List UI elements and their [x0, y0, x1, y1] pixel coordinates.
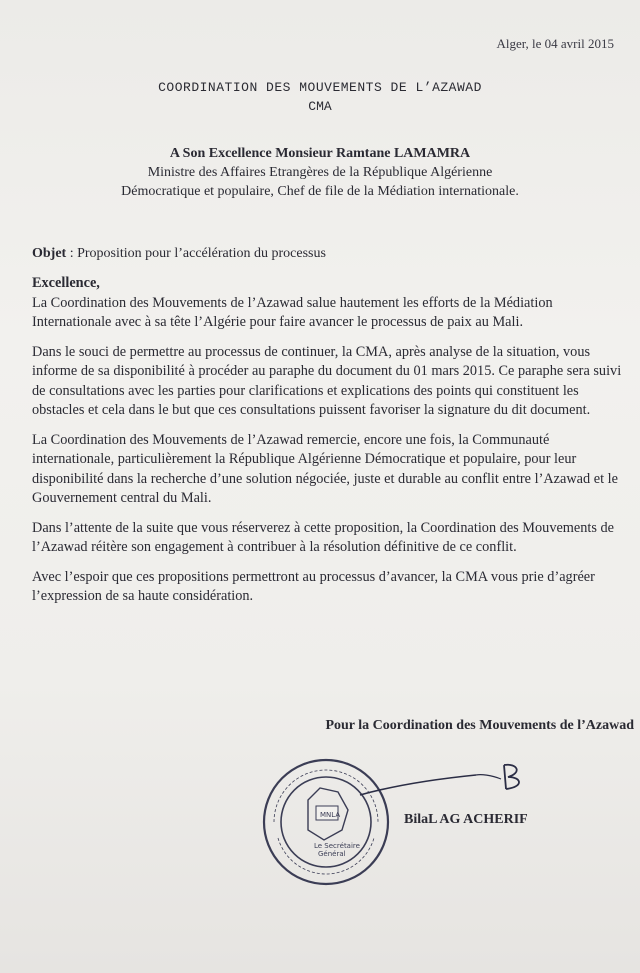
paragraph-3: La Coordination des Mouvements de l’Azawad remercie, encore une fois, la Communauté internationale, particulièrement la République Algérienne Démocratique et populaire, pour leur disponibilité dans la recherche d’une solution négociée, juste et durable au conflit entre l’Azawad et le Gouvernement central du Mali. [32, 431, 618, 506]
signoff-line: Pour la Coordination des Mouvements de l’Azawad [325, 718, 634, 733]
addressee-name: A Son Excellence Monsieur Ramtane LAMAMRA [169, 146, 471, 161]
addressee-title-line-2: Démocratique et populaire, Chef de file de la Médiation internationale. [121, 184, 519, 199]
subject-line [32, 246, 326, 262]
paragraph-4: Dans l’attente de la suite que vous réserverez à cette proposition, la Coordination des Mouvements de l’Azawad réitère son engagement à contribuer à la résolution définitive de ce conflit. [32, 519, 615, 555]
letter-date: Alger, le 04 avril 2015 [496, 36, 614, 51]
addressee-title-line-1: Ministre des Affaires Etrangères de la République Algérienne [147, 165, 493, 180]
paragraph-2: Dans le souci de permettre au processus de continuer, la CMA, après analyse de la situation, vous informe de sa disponibilité à procéder au paraphe du document du 01 mars 2015. Ce paraphe sera suivi de consultations avec les parties pour clarifications et explications des points qui constituent les obstacles et cela dans le but que ces consultations puissent favoriser la signature du dit document. [32, 343, 622, 418]
paragraph-1-text: La Coordination des Mouvements de l’Azawad salue hautement les efforts de la Médiation Internationale avec à sa tête l’Algérie pour faire avancer le processus de paix au Mali. [32, 294, 553, 330]
signatory-name: BilaL AG ACHERIF [404, 812, 528, 827]
subject-text: : Proposition pour l’accélération du processus [66, 246, 326, 261]
svg-text:Le Secrétaire: Le Secrétaire [314, 842, 360, 850]
organization-title: COORDINATION DES MOUVEMENTS DE L’AZAWAD [158, 80, 482, 95]
subject-label: Objet [32, 246, 67, 261]
organization-acronym: CMA [308, 99, 332, 114]
paragraph-5: Avec l’espoir que ces propositions permettront au processus d’avancer, la CMA vous prie d’agréer l’expression de sa haute considération. [32, 568, 595, 604]
letter-body [32, 274, 622, 617]
salutation: Excellence, [32, 275, 100, 291]
handwritten-signature [356, 755, 536, 815]
svg-text:Général: Général [318, 850, 346, 858]
addressee-block [0, 144, 640, 201]
paragraph-1 [32, 274, 622, 333]
svg-text:MNLA: MNLA [320, 811, 341, 819]
